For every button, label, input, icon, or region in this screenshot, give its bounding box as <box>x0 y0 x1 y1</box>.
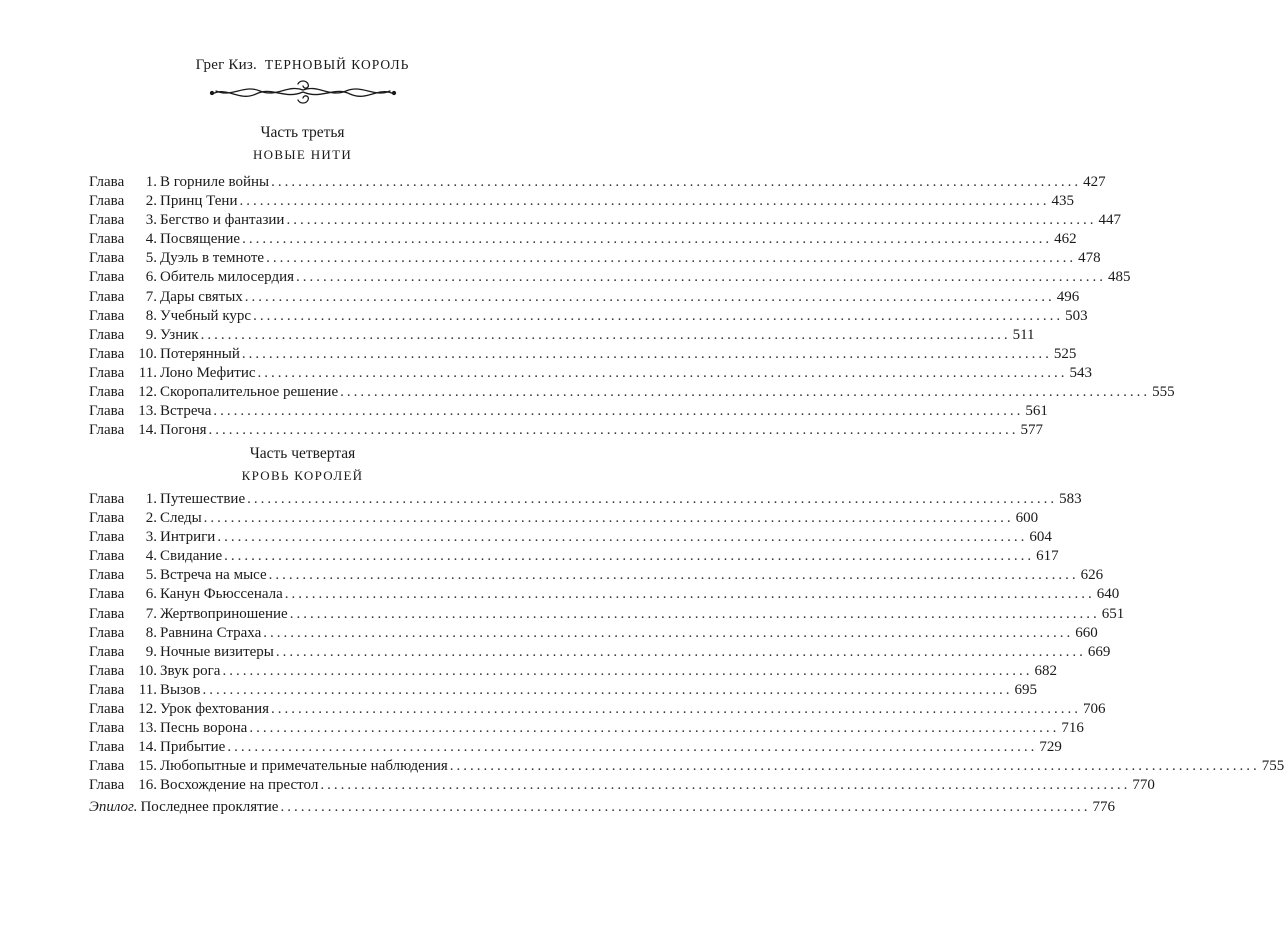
epilogue-name: Последнее проклятие <box>140 799 279 815</box>
dot-leader: ........................................................................................................................ <box>296 269 1107 286</box>
chapter-name: Ночные визитеры <box>160 643 274 660</box>
toc-entry[interactable] <box>89 192 1074 211</box>
chapter-number: 11. <box>138 364 157 381</box>
toc-entry[interactable] <box>89 307 1088 326</box>
toc-part-three <box>89 173 1175 440</box>
chapter-prefix: Глава <box>89 548 125 565</box>
chapter-page-number: 604 <box>1029 529 1052 546</box>
chapter-page-number: 617 <box>1036 548 1059 565</box>
toc-epilogue <box>89 798 1115 817</box>
chapter-page-number: 561 <box>1025 403 1048 420</box>
chapter-name: Восхождение на престол <box>160 777 319 794</box>
toc-entry[interactable] <box>89 757 1284 776</box>
toc-entry[interactable] <box>89 738 1062 757</box>
chapter-prefix: Глава <box>89 174 125 190</box>
chapter-page-number: 626 <box>1080 567 1104 584</box>
running-head <box>0 57 605 74</box>
chapter-number: 7. <box>145 288 157 305</box>
dot-leader: ........................................................................................................................ <box>340 384 1151 401</box>
chapter-number: 12. <box>138 701 157 718</box>
chapter-number: 3. <box>145 529 157 546</box>
chapter-name: Посвящение <box>160 231 241 248</box>
chapter-name: Любопытные и примечательные наблюдения <box>160 758 448 775</box>
part-four-heading <box>0 444 605 486</box>
dot-leader: ........................................................................................................................ <box>244 288 1055 305</box>
dot-leader: ........................................................................................................................ <box>280 799 1091 815</box>
chapter-prefix: Глава <box>89 345 125 362</box>
dot-leader: ........................................................................................................................ <box>286 212 1097 229</box>
chapter-page-number: 496 <box>1056 288 1080 305</box>
chapter-name: Погоня <box>160 422 207 439</box>
dot-leader: ........................................................................................................................ <box>275 643 1086 660</box>
chapter-prefix: Глава <box>89 777 125 794</box>
dot-leader: ........................................................................................................................ <box>449 758 1260 775</box>
dot-leader: ........................................................................................................................ <box>284 586 1095 603</box>
part-three-heading <box>0 123 605 165</box>
chapter-name: Дары святых <box>160 288 243 305</box>
chapter-name: Путешествие <box>160 491 246 507</box>
chapter-number: 14. <box>138 739 157 756</box>
running-head-title: ТЕРНОВЫЙ КОРОЛЬ <box>264 57 410 72</box>
chapter-page-number: 706 <box>1083 701 1106 718</box>
chapter-prefix: Глава <box>89 269 125 286</box>
chapter-page-number: 729 <box>1039 739 1062 756</box>
toc-entry[interactable] <box>89 211 1121 230</box>
chapter-page-number: 511 <box>1012 326 1035 343</box>
toc-entry[interactable] <box>89 288 1080 307</box>
toc-entry[interactable] <box>89 528 1052 547</box>
dot-leader: ........................................................................................................................ <box>249 720 1060 737</box>
epilogue-label: Эпилог. <box>89 799 138 815</box>
chapter-number: 13. <box>138 720 157 737</box>
chapter-page-number: 695 <box>1014 681 1038 698</box>
dot-leader: ........................................................................................................................ <box>203 510 1014 527</box>
toc-entry[interactable] <box>89 230 1077 249</box>
dot-leader: ........................................................................................................................ <box>271 701 1081 718</box>
dot-leader: ........................................................................................................................ <box>202 681 1013 698</box>
chapter-name: Лоно Мефитис <box>160 364 256 381</box>
chapter-page-number: 770 <box>1132 777 1155 794</box>
toc-entry[interactable] <box>89 402 1048 421</box>
dot-leader: ........................................................................................................................ <box>268 567 1079 584</box>
chapter-name: Следы <box>160 510 202 527</box>
chapter-page-number: 682 <box>1034 662 1057 679</box>
dot-leader: ........................................................................................................................ <box>242 231 1053 248</box>
chapter-page-number: 478 <box>1078 250 1101 267</box>
chapter-number: 4. <box>145 231 157 248</box>
part-title: НОВЫЕ НИТИ <box>252 147 353 162</box>
dot-leader: ........................................................................................................................ <box>222 662 1033 679</box>
dot-leader: ........................................................................................................................ <box>257 364 1068 381</box>
chapter-name: Потерянный <box>160 345 240 362</box>
epilogue-page-number: 776 <box>1092 799 1115 815</box>
dot-leader: ........................................................................................................................ <box>208 422 1019 439</box>
chapter-page-number: 660 <box>1075 624 1098 641</box>
toc-entry[interactable] <box>89 547 1059 566</box>
toc-entry[interactable] <box>89 345 1077 364</box>
chapter-prefix: Глава <box>89 510 125 527</box>
chapter-prefix: Глава <box>89 193 125 210</box>
chapter-name: Жертвоприношение <box>160 605 288 622</box>
chapter-prefix: Глава <box>89 758 125 775</box>
toc-entry[interactable] <box>89 585 1120 604</box>
chapter-number: 2. <box>145 510 157 527</box>
chapter-number: 16. <box>138 777 157 794</box>
dot-leader: ........................................................................................................................ <box>289 605 1100 622</box>
toc-entry[interactable] <box>89 605 1125 624</box>
chapter-number: 5. <box>145 567 157 584</box>
dot-leader: ........................................................................................................................ <box>266 250 1077 267</box>
part-title: КРОВЬ КОРОЛЕЙ <box>241 468 364 483</box>
chapter-page-number: 640 <box>1096 586 1120 603</box>
chapter-prefix: Глава <box>89 529 125 546</box>
dot-leader: ........................................................................................................................ <box>200 326 1011 343</box>
chapter-number: 9. <box>145 326 157 343</box>
chapter-number: 10. <box>138 345 157 362</box>
chapter-name: Учебный курс <box>160 307 252 324</box>
part-label: Часть третья <box>260 124 345 141</box>
chapter-prefix: Глава <box>89 586 125 603</box>
chapter-prefix: Глава <box>89 720 125 737</box>
chapter-number: 1. <box>145 174 157 190</box>
chapter-prefix: Глава <box>89 326 125 343</box>
dot-leader: ........................................................................................................................ <box>213 403 1024 420</box>
toc-entry[interactable] <box>89 249 1101 268</box>
chapter-number: 10. <box>138 662 157 679</box>
chapter-page-number: 503 <box>1065 307 1088 324</box>
toc-entry[interactable] <box>89 421 1044 440</box>
chapter-number: 2. <box>145 193 157 210</box>
dot-leader: ........................................................................................................................ <box>247 491 1058 507</box>
toc-entry[interactable] <box>89 490 1082 509</box>
toc-part-four <box>89 490 1284 796</box>
toc-entry-epilogue[interactable] <box>89 798 1115 817</box>
chapter-page-number: 755 <box>1261 758 1284 775</box>
chapter-prefix: Глава <box>89 307 125 324</box>
chapter-number: 5. <box>145 250 157 267</box>
part-label: Часть четвертая <box>249 445 356 462</box>
chapter-name: Дуэль в темноте <box>160 250 265 267</box>
chapter-prefix: Глава <box>89 288 125 305</box>
toc-entry[interactable] <box>89 509 1039 528</box>
chapter-name: В горниле войны <box>160 174 270 190</box>
chapter-number: 8. <box>145 624 157 641</box>
chapter-page-number: 583 <box>1059 491 1082 507</box>
toc-entry[interactable] <box>89 643 1111 662</box>
ornament-divider-icon <box>208 78 398 106</box>
chapter-page-number: 651 <box>1101 605 1125 622</box>
toc-entry[interactable] <box>89 719 1084 738</box>
chapter-name: Скоропалительное решение <box>160 384 339 401</box>
chapter-number: 9. <box>145 643 157 660</box>
chapter-number: 15. <box>138 758 157 775</box>
chapter-number: 11. <box>138 681 157 698</box>
chapter-prefix: Глава <box>89 662 125 679</box>
chapter-name: Узник <box>160 326 199 343</box>
chapter-prefix: Глава <box>89 422 125 439</box>
chapter-page-number: 669 <box>1087 643 1111 660</box>
chapter-name: Звук рога <box>160 662 221 679</box>
toc-entry[interactable] <box>89 383 1175 402</box>
chapter-name: Принц Тени <box>160 193 238 210</box>
chapter-name: Встреча <box>160 403 212 420</box>
chapter-name: Вызов <box>160 681 201 698</box>
chapter-page-number: 600 <box>1015 510 1039 527</box>
running-head-author: Грег Киз. <box>195 57 257 73</box>
dot-leader: ........................................................................................................................ <box>263 624 1074 641</box>
chapter-number: 7. <box>145 605 157 622</box>
chapter-page-number: 555 <box>1152 384 1175 401</box>
chapter-prefix: Глава <box>89 643 125 660</box>
toc-entry[interactable] <box>89 776 1155 795</box>
chapter-prefix: Глава <box>89 384 125 401</box>
chapter-page-number: 435 <box>1051 193 1074 210</box>
chapter-prefix: Глава <box>89 212 125 229</box>
chapter-name: Встреча на мысе <box>160 567 267 584</box>
chapter-page-number: 543 <box>1069 364 1093 381</box>
dot-leader: ........................................................................................................................ <box>227 739 1038 756</box>
chapter-name: Обитель милосердия <box>160 269 295 286</box>
chapter-number: 13. <box>138 403 157 420</box>
chapter-prefix: Глава <box>89 491 125 507</box>
chapter-page-number: 485 <box>1108 269 1131 286</box>
chapter-number: 12. <box>138 384 157 401</box>
chapter-number: 6. <box>145 586 157 603</box>
chapter-name: Канун Фьюссенала <box>160 586 283 603</box>
chapter-name: Интриги <box>160 529 216 546</box>
chapter-prefix: Глава <box>89 605 125 622</box>
chapter-name: Урок фехтования <box>160 701 269 718</box>
chapter-prefix: Глава <box>89 739 125 756</box>
chapter-prefix: Глава <box>89 624 125 641</box>
chapter-page-number: 462 <box>1054 231 1077 248</box>
chapter-page-number: 525 <box>1053 345 1077 362</box>
chapter-prefix: Глава <box>89 567 125 584</box>
toc-entry[interactable] <box>89 268 1131 287</box>
chapter-prefix: Глава <box>89 403 125 420</box>
chapter-prefix: Глава <box>89 681 125 698</box>
chapter-name: Равнина Страха <box>160 624 262 641</box>
dot-leader: ........................................................................................................................ <box>217 529 1028 546</box>
toc-entry[interactable] <box>89 326 1035 345</box>
chapter-name: Свидание <box>160 548 223 565</box>
chapter-prefix: Глава <box>89 701 125 718</box>
chapter-name: Бегство и фантазии <box>160 212 285 229</box>
chapter-prefix: Глава <box>89 231 125 248</box>
chapter-number: 4. <box>145 548 157 565</box>
chapter-name: Песнь ворона <box>160 720 248 737</box>
toc-entry[interactable] <box>89 662 1057 681</box>
chapter-name: Прибытие <box>160 739 226 756</box>
chapter-prefix: Глава <box>89 364 125 381</box>
chapter-page-number: 447 <box>1098 212 1121 229</box>
dot-leader: ........................................................................................................................ <box>271 174 1082 190</box>
chapter-number: 6. <box>145 269 157 286</box>
toc-entry[interactable] <box>89 364 1093 383</box>
chapter-prefix: Глава <box>89 250 125 267</box>
toc-entry[interactable] <box>89 700 1106 719</box>
toc-entry[interactable] <box>89 624 1098 643</box>
dot-leader: ........................................................................................................................ <box>241 345 1052 362</box>
chapter-page-number: 427 <box>1083 174 1106 190</box>
dot-leader: ........................................................................................................................ <box>320 777 1131 794</box>
chapter-page-number: 577 <box>1020 422 1044 439</box>
chapter-number: 8. <box>145 307 157 324</box>
chapter-page-number: 716 <box>1061 720 1084 737</box>
toc-entry[interactable] <box>89 173 1106 192</box>
dot-leader: ........................................................................................................................ <box>239 193 1050 210</box>
chapter-number: 3. <box>145 212 157 229</box>
toc-entry[interactable] <box>89 566 1104 585</box>
chapter-number: 1. <box>145 491 157 507</box>
dot-leader: ........................................................................................................................ <box>224 548 1035 565</box>
toc-entry[interactable] <box>89 681 1038 700</box>
chapter-number: 14. <box>138 422 157 439</box>
dot-leader: ........................................................................................................................ <box>253 307 1064 324</box>
